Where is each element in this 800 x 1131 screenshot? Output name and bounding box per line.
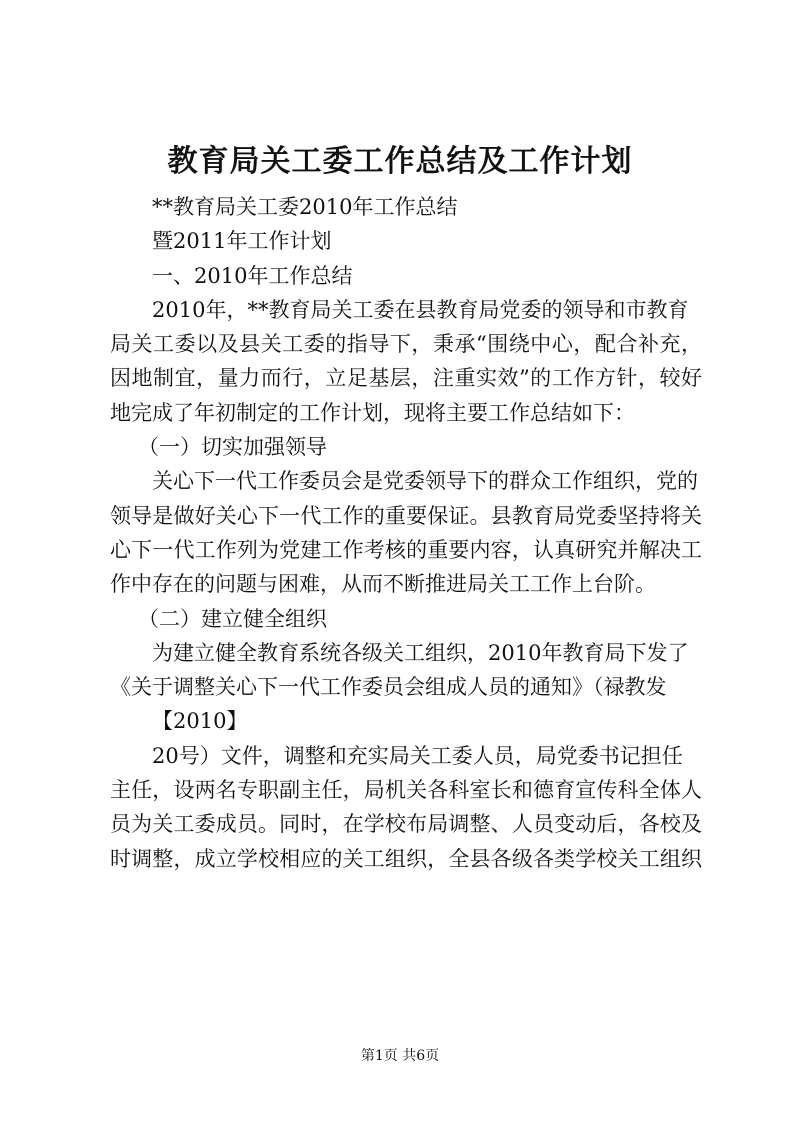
document-body: [110, 190, 702, 876]
page-number-footer: 第1页 共6页: [360, 1048, 440, 1064]
paragraph-line: 因地制宜，量力而行，立足基层，注重实效”的工作方针，较好: [110, 366, 702, 391]
paragraph-line: 作中存在的问题与困难，从而不断推进局关工工作上台阶。: [110, 572, 656, 597]
subsection-heading: （二）建立健全组织: [138, 606, 327, 631]
paragraph-line: 为建立健全教育系统各级关工组织，2010年教育局下发了: [152, 640, 689, 665]
paragraph-line: 主任，设两名专职副主任，局机关各科室长和德育宣传科全体人: [110, 778, 702, 803]
paragraph-line: 2010年，**教育局关工委在县教育局党委的领导和市教育: [152, 297, 689, 322]
subtitle-line: **教育局关工委2010年工作总结: [152, 195, 458, 219]
subsection-heading: （一）切实加强领导: [138, 435, 327, 460]
section-heading: 一、2010年工作总结: [152, 263, 353, 288]
paragraph-line: 关心下一代工作委员会是党委领导下的群众工作组织，党的: [152, 469, 698, 494]
paragraph-line: 局关工委以及县关工委的指导下，秉承“围绕中心，配合补充，: [110, 332, 702, 357]
paragraph-line: 心下一代工作列为党建工作考核的重要内容，认真研究并解决工: [110, 537, 702, 562]
document-title: 教育局关工委工作总结及工作计划: [167, 144, 633, 179]
paragraph-line: 《关于调整关心下一代工作委员会组成人员的通知》（禄教发: [110, 675, 667, 700]
paragraph-line: 【2010】: [152, 709, 248, 734]
paragraph-line: 时调整，成立学校相应的关工组织，全县各级各类学校关工组织: [110, 846, 702, 871]
paragraph-line: 领导是做好关心下一代工作的重要保证。县教育局党委坚持将关: [110, 503, 702, 528]
paragraph-line: 员为关工委成员。同时，在学校布局调整、人员变动后，各校及: [110, 812, 702, 837]
subtitle-line: 暨2011年工作计划: [152, 229, 332, 254]
paragraph-line: 20号）文件，调整和充实局关工委人员，局党委书记担任: [152, 743, 683, 768]
paragraph-line: 地完成了年初制定的工作计划，现将主要工作总结如下：: [110, 400, 635, 425]
